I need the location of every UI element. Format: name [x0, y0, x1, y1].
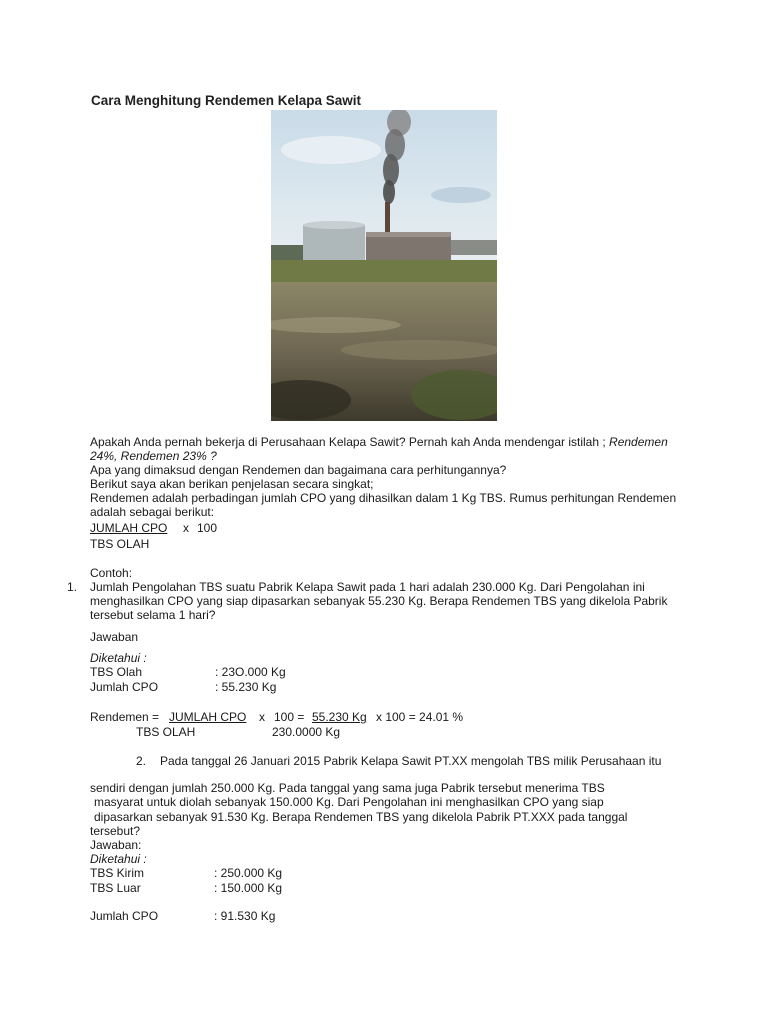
- example-2-number: 2.: [136, 754, 147, 768]
- page-title: Cara Menghitung Rendemen Kelapa Sawit: [91, 93, 362, 108]
- example-1-cpo-label: Jumlah CPO: [90, 680, 159, 694]
- formula-denominator: TBS OLAH: [90, 537, 150, 551]
- example-1-question-line-3: tersebut selama 1 hari?: [90, 608, 216, 622]
- intro-line-5: Rendemen adalah perbadingan jumlah CPO yang dihasilkan dalam 1 Kg TBS. Rumus perhitungan Rendemen: [90, 491, 677, 505]
- contoh-label: Contoh:: [90, 566, 133, 580]
- palm-oil-mill-photo: [271, 110, 497, 421]
- example-1-question-line-1: Jumlah Pengolahan TBS suatu Pabrik Kelapa Sawit pada 1 hari adalah 230.000 Kg. Dari Pengolahan ini: [90, 580, 645, 594]
- intro-line-1: [90, 435, 668, 449]
- example-2-kirim-value: : 250.000 Kg: [214, 866, 283, 880]
- formula-times: x: [183, 521, 189, 535]
- intro-line-3: Apa yang dimaksud dengan Rendemen dan bagaimana cara perhitungannya?: [90, 463, 507, 477]
- formula-numerator: JUMLAH CPO: [90, 521, 168, 535]
- example-1-cpo-value: : 55.230 Kg: [215, 680, 277, 694]
- calc-result: x 100 = 24.01 %: [376, 710, 464, 724]
- example-1-number: 1.: [67, 580, 78, 594]
- example-2-cpo-value: : 91.530 Kg: [214, 909, 276, 923]
- example-2-question-line-2: sendiri dengan jumlah 250.000 Kg. Pada tanggal yang sama juga Pabrik tersebut menerima TBS: [90, 781, 605, 795]
- example-1-question-line-2: menghasilkan CPO yang siap dipasarkan sebanyak 55.230 Kg. Berapa Rendemen TBS yang dikelola Pabrik: [90, 594, 668, 608]
- calc-denominator: TBS OLAH: [136, 725, 196, 739]
- example-2-question-line-5: tersebut?: [90, 824, 141, 838]
- calc-numerator: JUMLAH CPO: [169, 710, 247, 724]
- example-1-tbs-olah-label: TBS Olah: [90, 665, 143, 679]
- example-2-question-line-3: masyarat untuk diolah sebanyak 150.000 Kg. Dari Pengolahan ini menghasilkan CPO yang siap: [94, 795, 604, 809]
- example-2-luar-value: : 150.000 Kg: [214, 881, 283, 895]
- example-2-luar-label: TBS Luar: [90, 881, 141, 895]
- intro-line-6: adalah sebagai berikut:: [90, 505, 215, 519]
- example-1-jawaban: Jawaban: [90, 630, 139, 644]
- example-1-tbs-olah-value: : 23O.000 Kg: [215, 665, 286, 679]
- intro-text: Apakah Anda pernah bekerja di Perusahaan Kelapa Sawit? Pernah kah Anda mendengar istilah ;: [90, 435, 606, 449]
- formula-hundred: 100: [197, 521, 218, 535]
- example-2-question-line-4: dipasarkan sebanyak 91.530 Kg. Berapa Rendemen TBS yang dikelola Pabrik PT.XXX pada tanggal: [94, 810, 628, 824]
- example-2-cpo-label: Jumlah CPO: [90, 909, 159, 923]
- intro-line-4: Berikut saya akan berikan penjelasan secara singkat;: [90, 477, 374, 491]
- example-1-diketahui: Diketahui :: [90, 651, 147, 665]
- calc-equals: 100 =: [274, 710, 305, 724]
- example-2-question-line-1: Pada tanggal 26 Januari 2015 Pabrik Kelapa Sawit PT.XX mengolah TBS milik Perusahaan itu: [160, 754, 662, 768]
- example-2-jawaban: Jawaban:: [90, 838, 142, 852]
- example-2-kirim-label: TBS Kirim: [90, 866, 144, 880]
- intro-italic: Rendemen: [609, 435, 668, 449]
- calc-label: Rendemen =: [90, 710, 160, 724]
- intro-line-2: 24%, Rendemen 23% ?: [90, 449, 217, 463]
- calc-times: x: [259, 710, 265, 724]
- calc-numerator-value: 55.230 Kg: [312, 710, 367, 724]
- calc-denominator-value: 230.0000 Kg: [272, 725, 341, 739]
- example-2-diketahui: Diketahui :: [90, 852, 147, 866]
